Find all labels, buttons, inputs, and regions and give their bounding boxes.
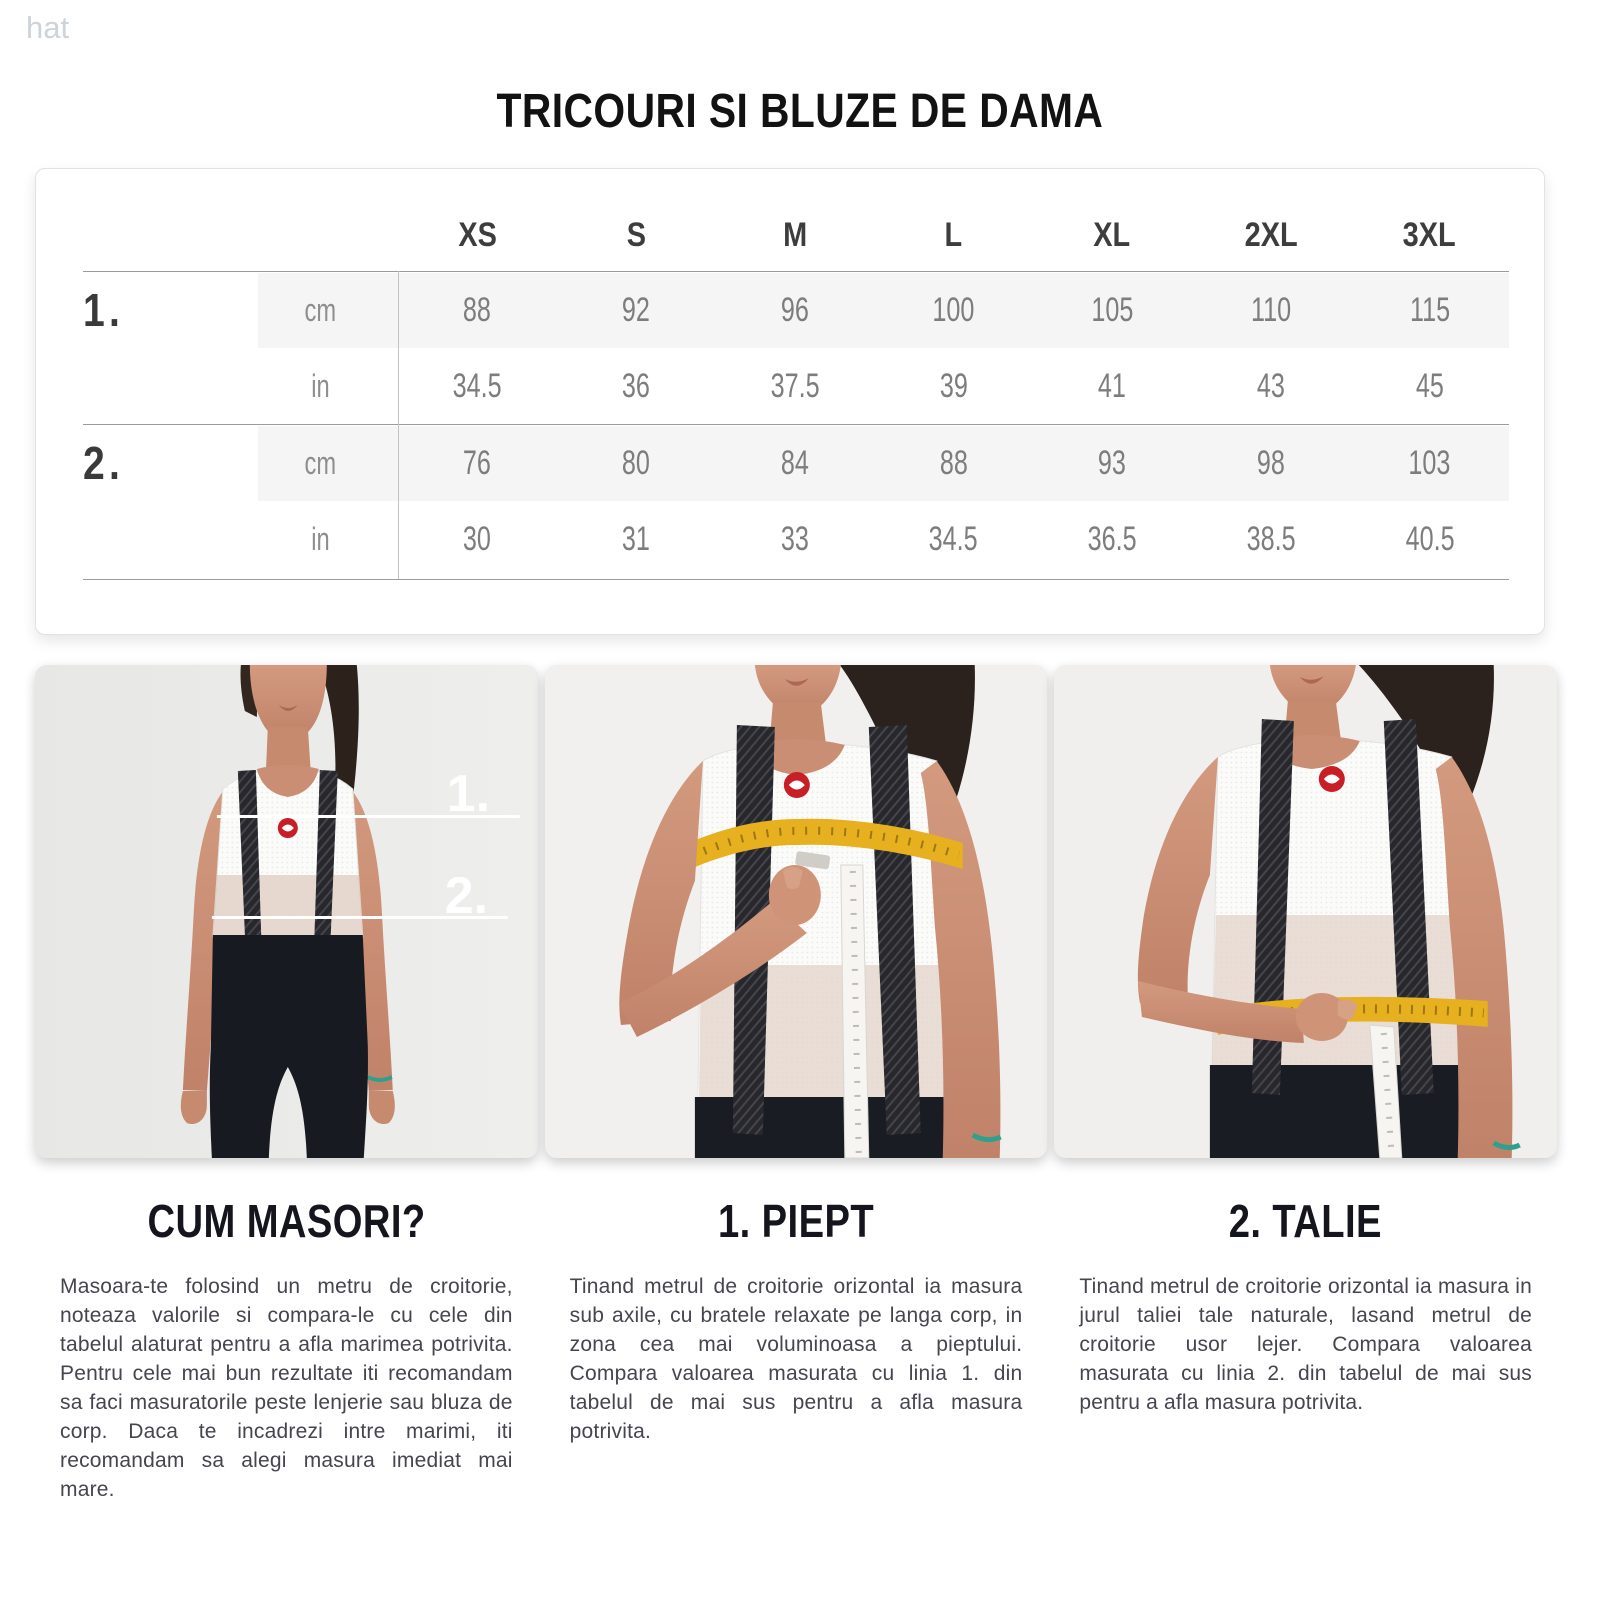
table-row-2-in: in 30 31 33 34.5 36.5 38.5 40.5 [83, 501, 1509, 577]
castelli-logo [784, 772, 810, 798]
measurement-group-2 [83, 424, 1509, 580]
model-photo-waist-measure [1054, 665, 1557, 1158]
size-col-header: XL [1093, 216, 1131, 254]
unit-label: in [310, 367, 330, 404]
unit-label: in [310, 520, 330, 557]
section-headings [35, 1196, 1557, 1246]
paragraph-chest: Tinand metrul de croitorie orizontal ia masura sub axile, cu bratele relaxate pe langa corp, in zona cea mai voluminoasa a pieptului. Compara valoarea masurata cu linia 1. din tabelul de mai sus pentru a afla masura potrivita. [569, 1275, 1023, 1443]
measurement-photos [35, 665, 1557, 1158]
size-header-row [83, 169, 1509, 271]
size-col-header: M [782, 216, 807, 254]
table-vertical-divider [398, 271, 399, 579]
heading-waist: 2. TALIE [1229, 1195, 1383, 1247]
size-col-header: 2XL [1244, 216, 1298, 254]
paragraph-waist: Tinand metrul de croitorie orizontal ia masura in jurul taliei tale naturale, lasand metrul de croitorie usor lejer. Compara valoarea masurata cu linia 2. din tabelul de mai sus pentru a afla masura potrivita. [1079, 1275, 1532, 1414]
chat-widget-remnant-text: hat [26, 10, 70, 45]
row-label: 2. [83, 437, 125, 489]
size-col-header: 3XL [1403, 216, 1457, 254]
model-photo-chest-measure [545, 665, 1048, 1158]
unit-label: cm [304, 291, 336, 328]
size-col-header: L [944, 216, 963, 254]
size-col-header: S [626, 216, 646, 254]
unit-label: cm [304, 444, 336, 481]
size-col-header: XS [458, 216, 497, 254]
section-paragraphs [35, 1272, 1557, 1504]
line2-label: 2. [444, 866, 489, 926]
heading-how-to-measure: CUM MASORI? [147, 1195, 426, 1247]
castelli-logo [1319, 766, 1345, 792]
paragraph-how-to-measure: Masoara-te folosind un metru de croitorie, noteaza valorile si compara-le cu cele din tabelul alaturat pentru a afla marimea potrivita. Pentru cele mai bun rezultate iti recomandam sa faci masuratorile peste lenjerie sau bluza de corp. Daca te incadrezi intre marimi, iti recomandam sa alegi masura imediat mai mare. [60, 1275, 513, 1501]
model-photo-overview [35, 665, 538, 1158]
table-row-1-cm: 1. cm 88 92 96 100 105 110 115 [83, 284, 1450, 336]
line1-label: 1. [446, 764, 491, 824]
size-table-card [35, 168, 1545, 635]
table-row-2-cm: 2. cm 76 80 84 88 93 98 103 [83, 437, 1451, 489]
table-row-1-in: in 34.5 36 37.5 39 41 43 45 [83, 348, 1509, 424]
castelli-logo [278, 818, 298, 838]
measurement-group-1 [83, 271, 1509, 425]
page-title: TRICOURI SI BLUZE DE DAMA [496, 85, 1104, 138]
heading-chest: 1. PIEPT [717, 1195, 875, 1247]
row-label: 1. [83, 284, 125, 336]
